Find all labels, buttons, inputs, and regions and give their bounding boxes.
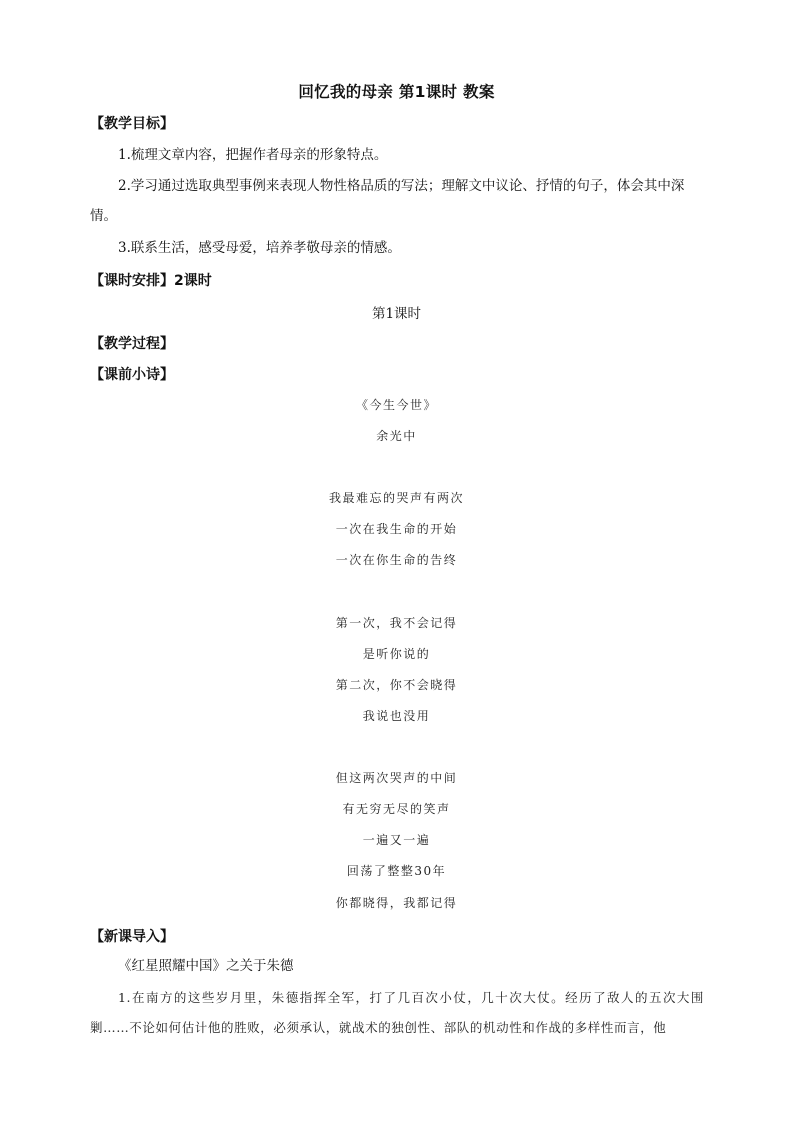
page-title: 回忆我的母亲 第1课时 教案 xyxy=(298,83,495,101)
poem-line: 你都晓得，我都记得 xyxy=(335,896,458,910)
poem-heading: 【课前小诗】 xyxy=(90,367,174,383)
poem-line: 是听你说的 xyxy=(362,647,431,661)
objective-item-1: 1.梳理文章内容，把握作者母亲的形象特点。 xyxy=(118,147,388,163)
poem-line: 第二次，你不会晓得 xyxy=(335,678,458,692)
poem-line: 一次在你生命的告终 xyxy=(335,553,458,567)
poem-line: 但这两次哭声的中间 xyxy=(335,771,458,785)
intro-book-title: 《红星照耀中国》之关于朱德 xyxy=(118,958,294,974)
process-heading: 【教学过程】 xyxy=(90,336,174,352)
poem-line: 第一次，我不会记得 xyxy=(335,616,458,630)
objectives-heading: 【教学目标】 xyxy=(90,116,174,132)
poem-author: 余光中 xyxy=(376,429,417,443)
schedule-heading: 【课时安排】2课时 xyxy=(90,273,212,289)
poem-line: 一遍又一遍 xyxy=(362,833,431,847)
intro-heading: 【新课导入】 xyxy=(90,929,174,945)
lesson-label: 第1课时 xyxy=(371,306,422,322)
poem-line: 我最难忘的哭声有两次 xyxy=(328,491,464,505)
poem-line: 我说也没用 xyxy=(362,709,431,723)
objective-item-2: 2.学习通过选取典型事例来表现人物性格品质的写法；理解文中议论、抒情的句子，体会其中深情。 xyxy=(90,178,685,224)
poem-line: 一次在我生命的开始 xyxy=(335,522,458,536)
objective-item-3: 3.联系生活，感受母爱，培养孝敬母亲的情感。 xyxy=(118,240,401,256)
intro-paragraph: 1.在南方的这些岁月里，朱德指挥全军，打了几百次小仗，几十次大仗。经历了敌人的五次大围剿……不论如何估计他的胜败，必须承认，就战术的独创性、部队的机动性和作战的多样性而言，他 xyxy=(90,990,704,1035)
poem-line: 有无穷无尽的笑声 xyxy=(342,802,451,816)
poem-line: 回荡了整整30年 xyxy=(346,864,447,878)
poem-title: 《今生今世》 xyxy=(355,398,437,412)
